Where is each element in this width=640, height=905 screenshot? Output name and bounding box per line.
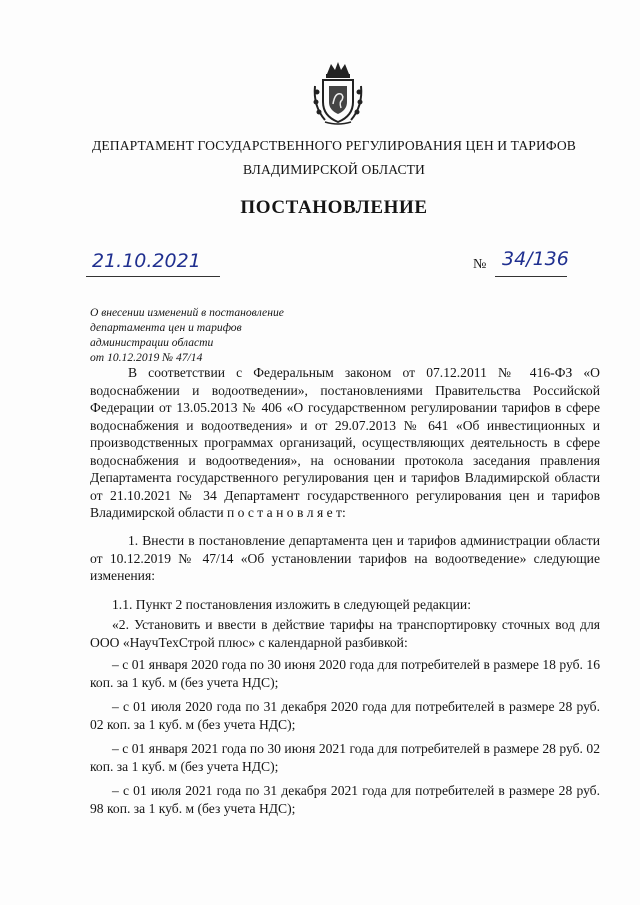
subject-line: О внесении изменений в постановление xyxy=(90,306,284,319)
list-item: – с 01 января 2021 года по 30 июня 2021 года для потребителей в размере 28 руб. 02 коп. за 1 куб. м (без учета НДС); xyxy=(90,741,600,774)
subject-line: департамента цен и тарифов xyxy=(90,321,242,334)
list-item: – с 01 июля 2021 года по 31 декабря 2021 года для потребителей в размере 28 руб. 98 коп. за 1 куб. м (без учета НДС); xyxy=(90,783,600,816)
quoted-clause-paragraph: «2. Установить и ввести в действие тарифы на транспортировку сточных вод для ООО «НаучТехСтрой плюс» с календарной разбивкой: xyxy=(90,617,600,650)
department-name: ДЕПАРТАМЕНТ ГОСУДАРСТВЕННОГО РЕГУЛИРОВАНИЯ ЦЕН И ТАРИФОВ xyxy=(92,138,576,153)
number-label: № xyxy=(473,257,487,272)
coat-of-arms-icon xyxy=(311,60,365,126)
preamble-paragraph: В соответствии с Федеральным законом от 07.12.2011 № 416-ФЗ «О водоснабжении и водоотведении», постановлениями Правительства Российской Федерации от 13.05.2013 № 406 «О государственном регулировании тарифов в сфере водоснабжения и водоотведения» и от 29.07.2013 № 641 «Об инвестиционных и производственных программах организаций, осуществляющих деятельность в сфере водоснабжения и водоотведения», на основании протокола заседания правления Департамента государственного регулирования цен и тарифов Владимирской области от 21.10.2021 № 34 Департамент государственного регулирования цен и тарифов Владимирской области п о с т а н о в л я е т: xyxy=(90,365,600,520)
list-item: – с 01 июля 2020 года по 31 декабря 2020 года для потребителей в размере 28 руб. 02 коп. за 1 куб. м (без учета НДС); xyxy=(90,699,600,732)
item-1-1-paragraph: 1.1. Пункт 2 постановления изложить в следующей редакции: xyxy=(112,597,471,612)
document-date: 21.10.2021 xyxy=(92,250,201,272)
subject-block xyxy=(90,305,284,365)
document-title: ПОСТАНОВЛЕНИЕ xyxy=(240,197,428,218)
list-item: – с 01 января 2020 года по 30 июня 2020 года для потребителей в размере 18 руб. 16 коп. за 1 куб. м (без учета НДС); xyxy=(90,657,600,690)
subject-line: от 10.12.2019 № 47/14 xyxy=(90,351,203,364)
document-number: 34/136 xyxy=(502,248,569,270)
item-1-paragraph: 1. Внести в постановление департамента цен и тарифов администрации области от 10.12.2019 № 47/14 «Об установлении тарифов на водоотведение» следующие изменения: xyxy=(90,533,600,583)
region-name: ВЛАДИМИРСКОЙ ОБЛАСТИ xyxy=(243,162,425,177)
tariff-list xyxy=(90,656,600,824)
subject-line: администрации области xyxy=(90,336,214,349)
